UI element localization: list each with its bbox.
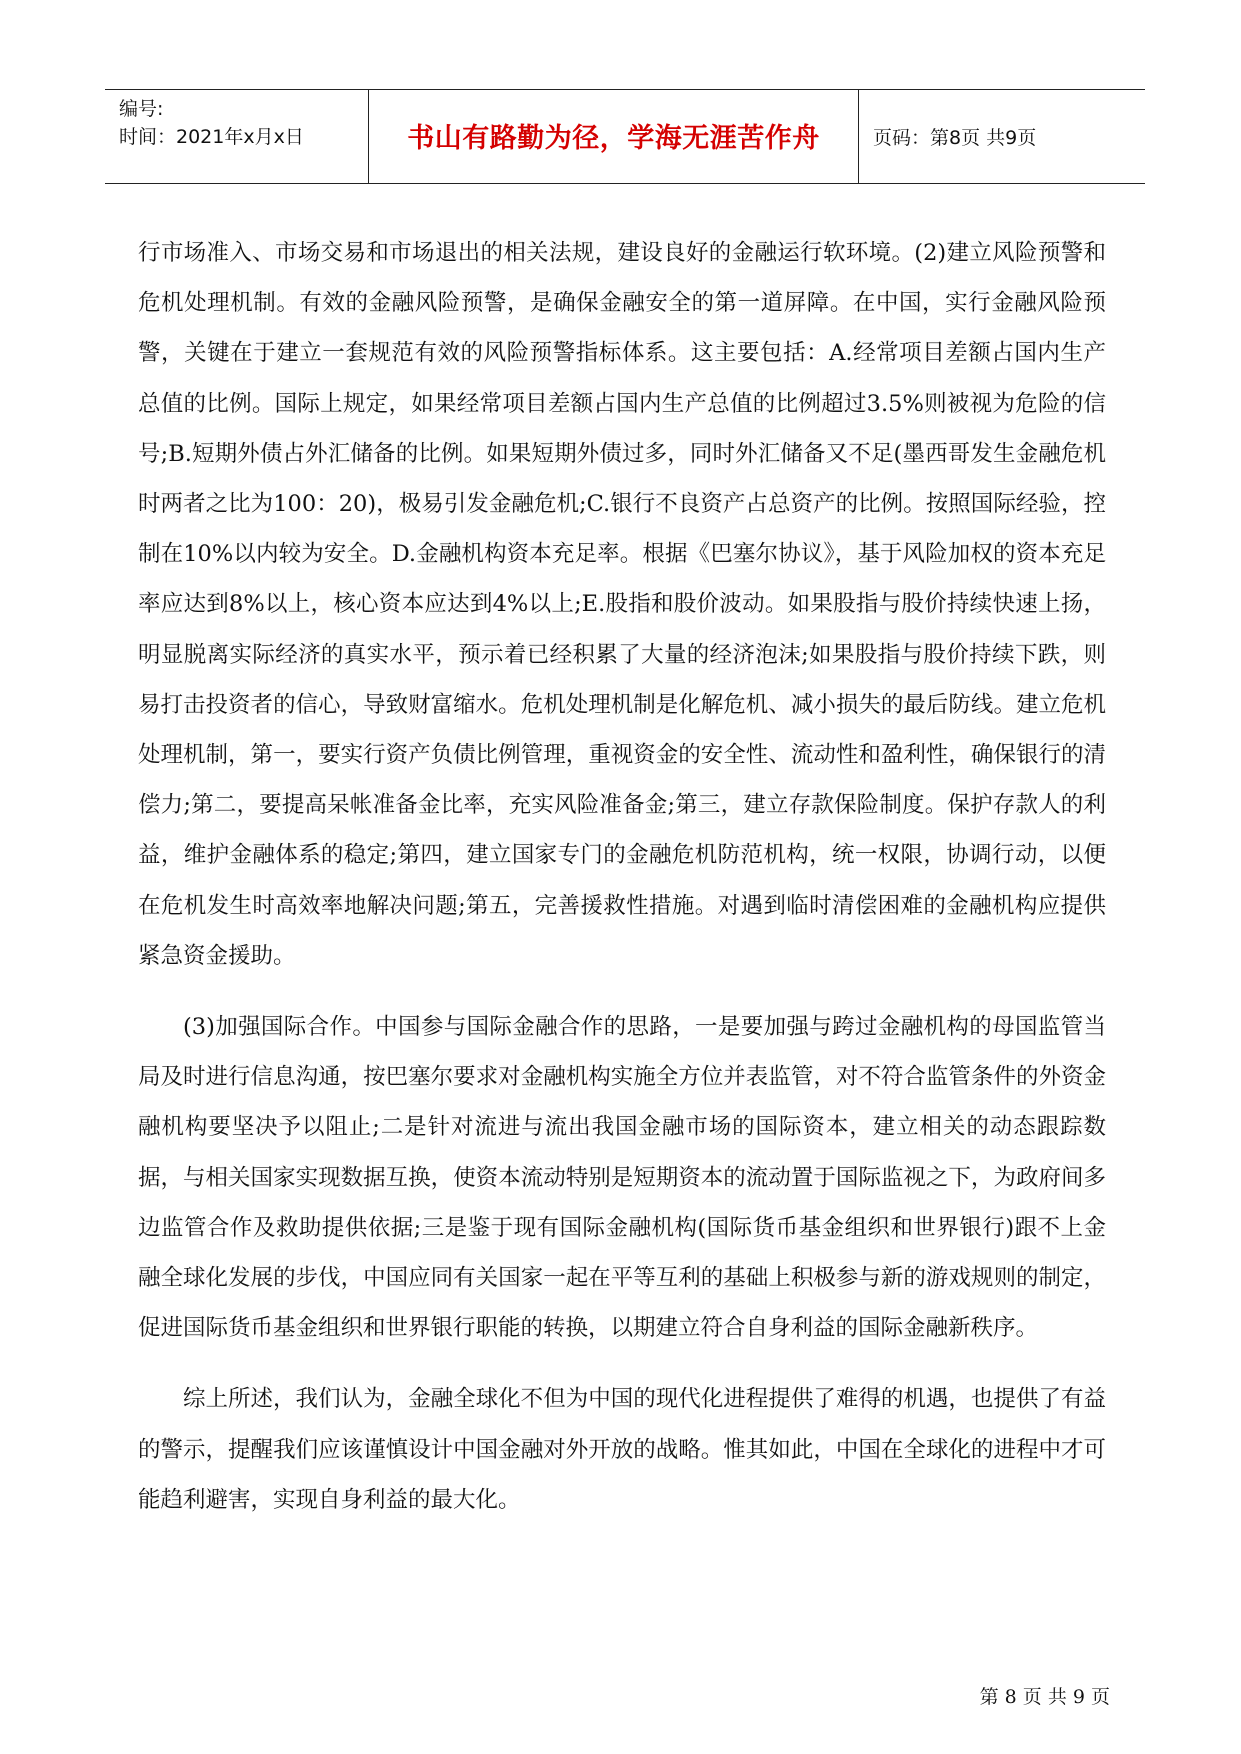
header-page-cell [859,90,1145,183]
header-page-code: 页码：第8页 共9页 [873,127,1037,149]
document-number-label: 编号: [119,98,164,120]
header-meta-cell [105,90,369,183]
document-time-label: 时间：2021年x月x日 [119,126,304,148]
header-motto-cell [369,90,859,183]
document-body [138,228,1106,1525]
paragraph-risk-warning: 行市场准入、市场交易和市场退出的相关法规，建设良好的金融运行软环境。(2)建立风险预警和危机处理机制。有效的金融风险预警，是确保金融安全的第一道屏障。在中国，实行金融风险预警，关键在于建立一套规范有效的风险预警指标体系。这主要包括：A.经常项目差额占国内生产总值的比例。国际上规定，如果经常项目差额占国内生产总值的比例超过3.5%则被视为危险的信号;B.短期外债占外汇储备的比例。如果短期外债过多，同时外汇储备又不足(墨西哥发生金融危机时两者之比为100：20)，极易引发金融危机;C.银行不良资产占总资产的比例。按照国际经验，控制在10%以内较为安全。D.金融机构资本充足率。根据《巴塞尔协议》，基于风险加权的资本充足率应达到8%以上，核心资本应达到4%以上;E.股指和股价波动。如果股指与股价持续快速上扬，明显脱离实际经济的真实水平，预示着已经积累了大量的经济泡沫;如果股指与股价持续下跌，则易打击投资者的信心，导致财富缩水。危机处理机制是化解危机、减小损失的最后防线。建立危机处理机制，第一，要实行资产负债比例管理，重视资金的安全性、流动性和盈利性，确保银行的清偿力;第二，要提高呆帐准备金比率，充实风险准备金;第三，建立存款保险制度。保护存款人的利益，维护金融体系的稳定;第四，建立国家专门的金融危机防范机构，统一权限，协调行动，以便在危机发生时高效率地解决问题;第五，完善援救性措施。对遇到临时清偿困难的金融机构应提供紧急资金援助。 [138,240,1106,969]
header-motto: 书山有路勤为径，学海无涯苦作舟 [407,123,820,154]
page-footer-number: 第 8 页 共 9 页 [979,1686,1110,1708]
page-header [105,89,1145,184]
paragraph-international-cooperation: (3)加强国际合作。中国参与国际金融合作的思路，一是要加强与跨过金融机构的母国监管当局及时进行信息沟通，按巴塞尔要求对金融机构实施全方位并表监管，对不符合监管条件的外资金融机构要坚决予以阻止;二是针对流进与流出我国金融市场的国际资本，建立相关的动态跟踪数据，与相关国家实现数据互换，使资本流动特别是短期资本的流动置于国际监视之下，为政府间多边监管合作及救助提供依据;三是鉴于现有国际金融机构(国际货币基金组织和世界银行)跟不上金融全球化发展的步伐，中国应同有关国家一起在平等互利的基础上积极参与新的游戏规则的制定，促进国际货币基金组织和世界银行职能的转换，以期建立符合自身利益的国际金融新秩序。 [138,1014,1106,1342]
paragraph-conclusion: 综上所述，我们认为，金融全球化不但为中国的现代化进程提供了难得的机遇，也提供了有益的警示，提醒我们应该谨慎设计中国金融对外开放的战略。惟其如此，中国在全球化的进程中才可能趋利避害，实现自身利益的最大化。 [138,1386,1106,1513]
